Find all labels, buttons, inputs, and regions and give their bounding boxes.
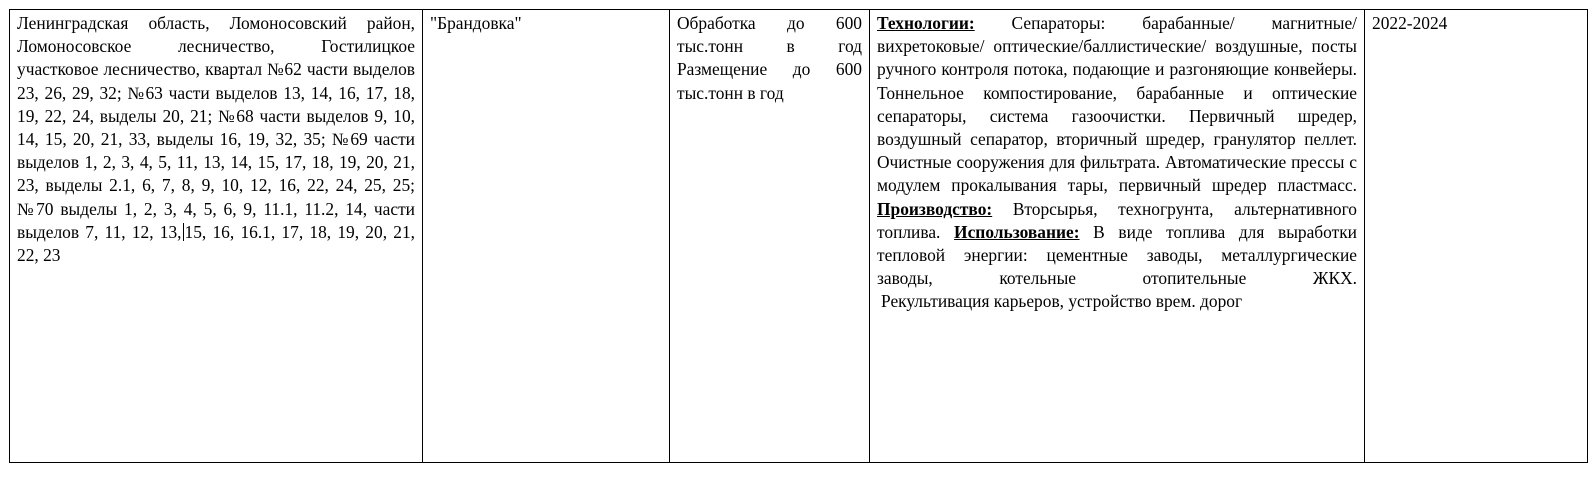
table-row: [10, 10, 1588, 463]
location-cell[interactable]: [10, 10, 423, 463]
reclamation-paragraph: [877, 290, 1357, 313]
name-cell[interactable]: [423, 10, 670, 463]
capacity-cell[interactable]: [670, 10, 870, 463]
capacity-text: Обработка до 600 тыс.тонн в год Размещение до 600 тыс.тонн в год: [677, 13, 862, 103]
text-cursor: [183, 223, 184, 241]
location-text-part1: Ленинградская область, Ломоносовский район, Ломоносовское лесничество, Гостилицкое участковое лесничество, квартал №62 части выделов 23, 26, 29, 32; №63 части выделов 13, 14, 16, 17, 18, 19, 22, 24, выделы 20, 21; №68 части выделов 9, 10, 14, 15, 20, 21, 33, выделы 16, 19, 32, 35; №69 части выделов 1, 2, 3, 4, 5, 11, 13, 14, 15, 17, 18, 19, 20, 21, 23, выделы 2.1, 6, 7, 8, 9, 10, 12, 16, 22, 24, 25, 25; №70 выделы 1, 2, 3, 4, 5, 6, 9, 11.1, 11.2, 14, части выделов 7, 11, 12, 13,: [17, 13, 415, 242]
usage-text: В виде топлива для выработки тепловой энергии: цементные заводы, металлургические заводы, котельные отопительные ЖКХ.: [877, 221, 1357, 289]
tech-text: Сепараторы: барабанные/ магнитные/вихретоковые/ оптические/баллистические/ воздушные, посты ручного контроля потока, подающие и разгоняющие конвейеры. Тоннельное компостирование, барабанные и оптические сепараторы, система газоочистки. Первичный шредер, воздушный сепаратор, вторичный шредер, гранулятор пеллет. Очистные сооружения для фильтрата. Автоматические прессы с модулем прокалывания тары, первичный шредер пластмасс.: [877, 13, 1357, 196]
details-paragraph: [877, 12, 1357, 290]
location-text-part2: 15, 16, 16.1, 17, 18, 19, 20, 21, 22, 23: [17, 221, 415, 266]
details-cell[interactable]: [870, 10, 1365, 463]
tech-label: Технологии:: [877, 13, 975, 33]
facility-name: "Брандовка": [430, 13, 522, 33]
reclamation-text: Рекультивация карьеров, устройство врем. дорог: [881, 291, 1243, 312]
production-label: Производство:: [877, 198, 993, 219]
period-cell[interactable]: [1365, 10, 1588, 463]
production-text: Вторсырья, техногрунта, альтернативного топлива.: [877, 198, 1357, 242]
usage-label: Использование:: [954, 221, 1080, 242]
period-text: 2022-2024: [1372, 13, 1448, 33]
facility-table: [9, 9, 1588, 463]
